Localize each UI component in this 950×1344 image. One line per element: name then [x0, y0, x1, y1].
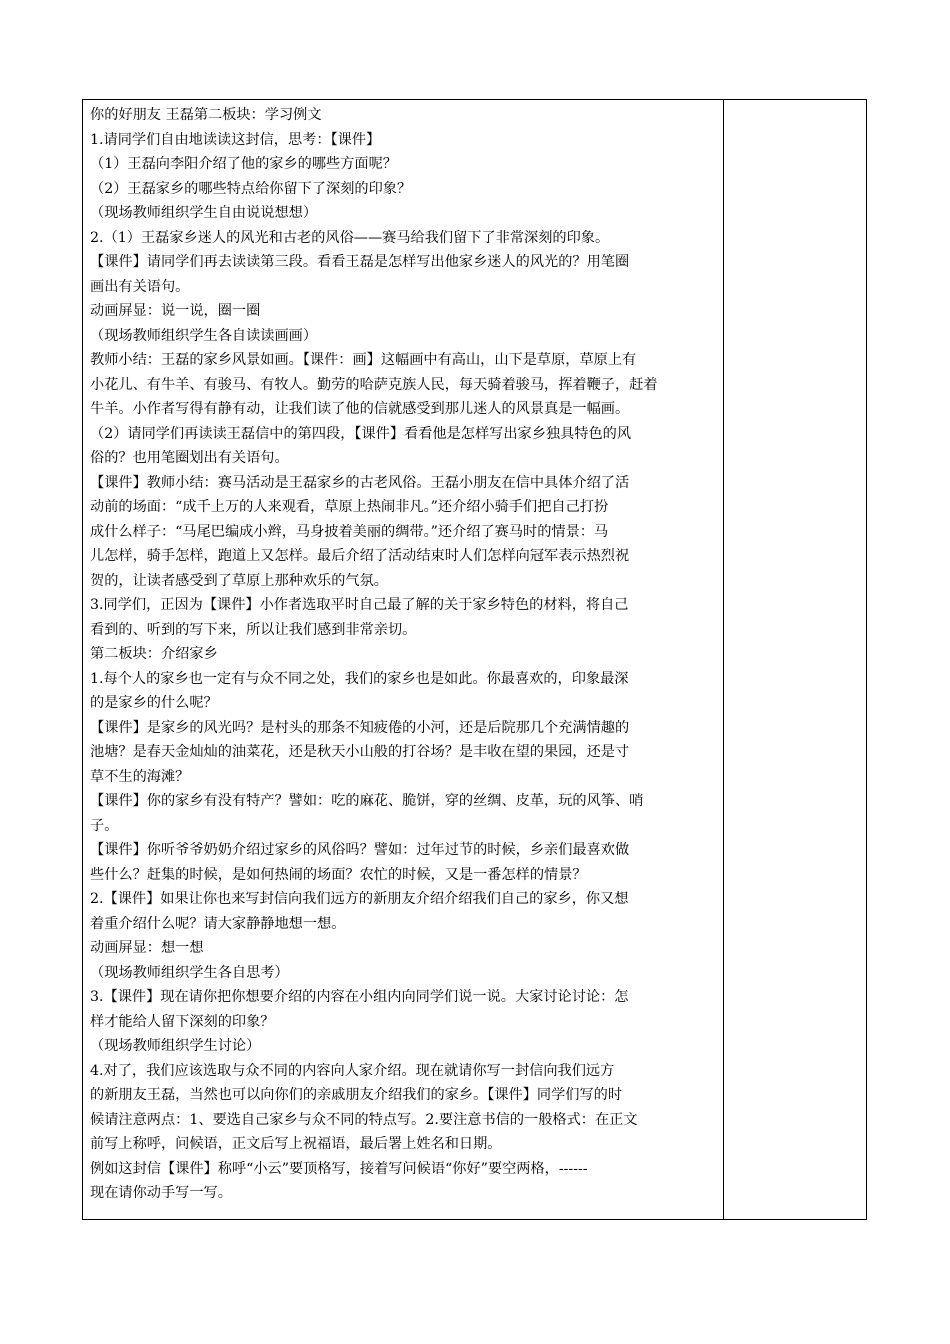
text-line: 【课件】你听爷爷奶奶介绍过家乡的风俗吗？譬如：过年过节的时候，乡亲们最喜欢做: [90, 842, 630, 858]
text-line: 样才能给人留下深刻的印象？: [90, 1013, 275, 1030]
text-line: 子。: [90, 817, 119, 834]
text-line: 1.请同学们自由地读读这封信，思考：【课件】: [90, 131, 381, 148]
text-line: 的新朋友王磊，当然也可以向你们的亲戚朋友介绍我们的家乡。【课件】同学们写的时: [90, 1087, 623, 1103]
text-line: 俗的？也用笔圈划出有关语句。: [90, 450, 289, 466]
text-line: 贺的，让读者感受到了草原上那种欢乐的气氛。: [90, 572, 388, 589]
text-line: 着重介绍什么呢？请大家静静地想一想。: [90, 915, 346, 932]
text-line: （现场教师组织学生讨论）: [90, 1038, 261, 1054]
text-line: 【课件】你的家乡有没有特产？譬如：吃的麻花、脆饼，穿的丝绸、皮革，玩的风筝、哨: [90, 793, 644, 809]
text-line: 【课件】教师小结：赛马活动是王磊家乡的古老风俗。王磊小朋友在信中具体介绍了活: [90, 474, 630, 491]
text-line: 2.【课件】如果让你也来写封信向我们远方的新朋友介绍介绍我们自己的家乡，你又想: [90, 891, 629, 907]
text-line: 【课件】是家乡的风光吗？是村头的那条不知疲倦的小河，还是后院那几个充满情趣的: [90, 719, 630, 736]
lesson-plan-table: [82, 99, 867, 1220]
text-line: 的是家乡的什么呢？: [90, 695, 218, 711]
text-line: 2.（1）王磊家乡迷人的风光和古老的风俗——赛马给我们留下了非常深刻的印象。: [90, 229, 610, 246]
text-line: 动画屏显：说一说，圈一圈: [90, 303, 261, 319]
text-line: 教师小结：王磊的家乡风景如画。【课件：画】这幅画中有高山，山下是草原，草原上有: [90, 352, 637, 368]
text-line: （2）请同学们再读读王磊信中的第四段，【课件】看看他是怎样写出家乡独具特色的风: [90, 425, 632, 442]
text-line: （现场教师组织学生各自读读画画）: [90, 327, 318, 344]
text-line: （现场教师组织学生自由说说想想）: [90, 205, 318, 221]
text-line: 小花儿、有牛羊、有骏马、有牧人。勤劳的哈萨克族人民，每天骑着骏马，挥着鞭子，赶着: [90, 376, 658, 393]
text-line: （2）王磊家乡的哪些特点给你留下了深刻的印象？: [90, 180, 412, 197]
text-line: 前写上称呼，问候语，正文后写上祝福语，最后署上姓名和日期。: [90, 1136, 502, 1152]
notes-column-cell: [724, 100, 866, 1219]
text-line: 画出有关语句。: [90, 278, 190, 295]
text-line: 草不生的海滩？: [90, 768, 190, 785]
text-line: 3.同学们，正因为【课件】小作者选取平时自己最了解的关于家乡特色的材料，将自己: [90, 597, 629, 613]
text-line: 1.每个人的家乡也一定有与众不同之处，我们的家乡也是如此。你最喜欢的，印象最深: [90, 670, 629, 687]
text-line: 你的好朋友 王磊第二板块：学习例文: [90, 107, 322, 123]
text-line: （1）王磊向李阳介绍了他的家乡的哪些方面呢？: [90, 156, 397, 172]
text-line: 成什么样子：“马尾巴编成小辫，马身披着美丽的绸带。”还介绍了赛马时的情景：马: [90, 523, 609, 540]
text-line: 现在请你动手写一写。: [90, 1185, 232, 1201]
text-line: 例如这封信【课件】称呼“小云”要顶格写，接着写问候语“你好”要空两格，------: [90, 1160, 588, 1177]
text-line: 动画屏显：想一想: [90, 940, 204, 956]
text-line: 动前的场面：“成千上万的人来观看，草原上热闹非凡。”还介绍小骑手们把自己打扮: [90, 499, 609, 515]
text-line: 4.对了，我们应该选取与众不同的内容向人家介绍。现在就请你写一封信向我们远方: [90, 1062, 615, 1079]
text-line: 儿怎样，骑手怎样，跑道上又怎样。最后介绍了活动结束时人们怎样向冠军表示热烈祝: [90, 548, 630, 564]
text-line: 候请注意两点：1、要选自己家乡与众不同的特点写。2.要注意书信的一般格式：在正文: [90, 1111, 638, 1128]
lesson-content-cell: [90, 103, 718, 1206]
text-line: 第二板块：介绍家乡: [90, 646, 218, 662]
text-line: 池塘？是春天金灿灿的油菜花，还是秋天小山般的打谷场？是丰收在望的果园，还是寸: [90, 744, 630, 760]
text-line: 些什么？赶集的时候，是如何热闹的场面？农忙的时候，又是一番怎样的情景？: [90, 866, 587, 883]
text-line: 牛羊。小作者写得有静有动，让我们读了他的信就感受到那儿迷人的风景真是一幅画。: [90, 401, 630, 417]
text-line: （现场教师组织学生各自思考）: [90, 964, 289, 981]
text-line: 3.【课件】现在请你把你想要介绍的内容在小组内向同学们说一说。大家讨论讨论：怎: [90, 989, 629, 1005]
text-line: 看到的、听到的写下来，所以让我们感到非常亲切。: [90, 621, 417, 638]
text-line: 【课件】请同学们再去读读第三段。看看王磊是怎样写出他家乡迷人的风光的？用笔圈: [90, 254, 630, 270]
